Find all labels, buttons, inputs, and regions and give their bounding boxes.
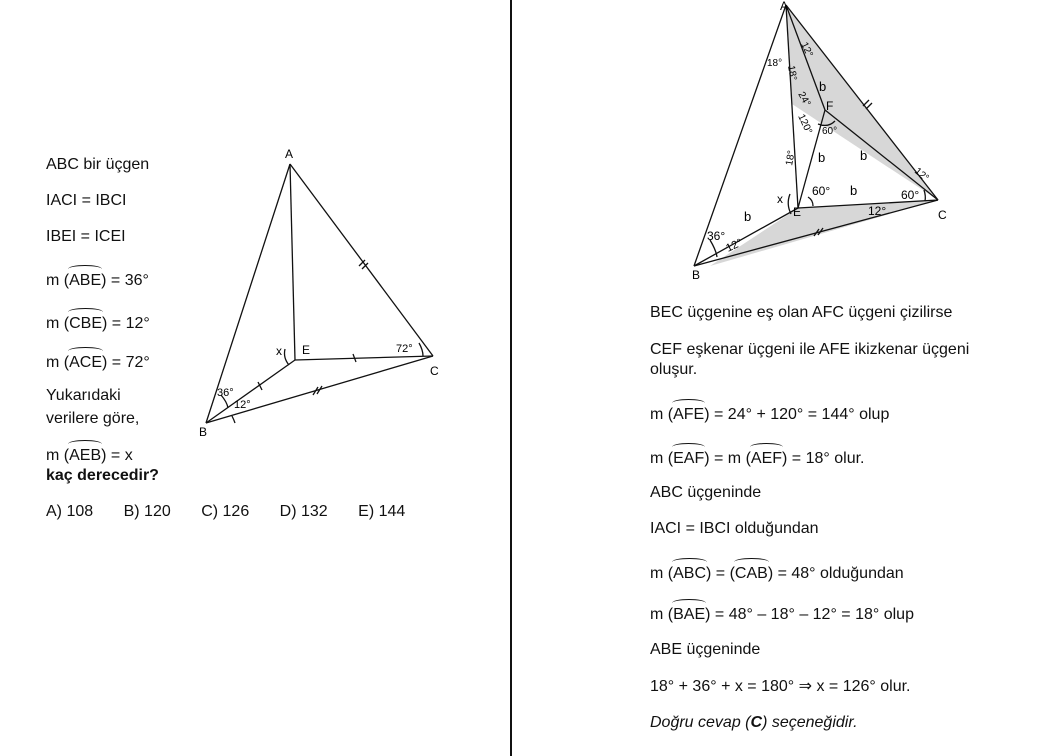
angle-arc: AFE	[673, 402, 704, 425]
angle-prefix: m (	[46, 447, 70, 464]
segment-ae	[290, 164, 295, 360]
tick-ac-1	[863, 100, 869, 106]
solution-abc	[650, 561, 904, 584]
segment-label-b-cf: b	[860, 148, 868, 163]
segment-label-b-be: b	[744, 209, 752, 224]
solution-line-2b: oluşur.	[650, 361, 698, 378]
given-ac-bc: IACI = IBCI	[46, 192, 127, 209]
angle-prefix: m (	[650, 406, 674, 423]
segment-label-b-ef: b	[818, 150, 826, 165]
vertex-b-label: B	[199, 425, 208, 439]
angle-prefix: m (	[650, 565, 674, 582]
tick-ac-2	[866, 103, 872, 109]
angle-arc: CBE	[69, 311, 102, 334]
given-angle-cbe	[46, 311, 150, 334]
angle-value: ) = 48° – 18° – 12° = 18° olup	[705, 606, 914, 623]
option-a[interactable]: A) 108	[46, 503, 94, 520]
page-divider	[510, 0, 512, 756]
angle-label-12-a: 12°	[798, 40, 815, 59]
angle-prefix: m (	[650, 450, 674, 467]
angle-prefix: m (	[650, 606, 674, 623]
vertex-f-label: F	[826, 99, 834, 113]
angle-value: ) = 12°	[102, 315, 150, 332]
solution-afe	[650, 402, 889, 425]
angle-arc: ABE	[69, 268, 101, 291]
solution-abc-intro: ABC üçgeninde	[650, 484, 762, 501]
angle-label-24: 24°	[795, 90, 813, 109]
angle-value: ) = x	[101, 447, 133, 464]
side-ac	[290, 164, 433, 356]
answer-prefix: Doğru cevap (	[650, 714, 751, 731]
angle-x-label: x	[276, 344, 282, 358]
angle-arc: ACE	[69, 350, 102, 373]
segment-label-b-ce: b	[850, 183, 858, 198]
angle-value: ) = 36°	[101, 272, 149, 289]
angle-label-60-f: 60°	[822, 126, 838, 137]
angle-label-18-ef: 18°	[784, 149, 798, 167]
angle-12-label: 12°	[234, 399, 251, 411]
segment-label-b-af: b	[819, 79, 827, 94]
angle-prefix: m (	[46, 354, 70, 371]
vertex-e-label: E	[302, 343, 311, 357]
answer-letter: C	[750, 714, 763, 731]
solution-line-1: BEC üçgenine eş olan AFC üçgeni çizilirse	[650, 304, 953, 321]
given-angle-ace	[46, 350, 150, 373]
angle-arc: EAF	[673, 446, 704, 469]
solution-line-2a: CEF eşkenar üçgeni ile AFE ikizkenar üçgeni	[650, 341, 970, 358]
vertex-c-label: C	[430, 364, 439, 378]
given-angle-abe	[46, 268, 149, 291]
solution-bae	[650, 602, 914, 625]
given-be-ce: IBEI = ICEI	[46, 228, 126, 245]
angle-arc: ABC	[673, 561, 706, 584]
vertex-e-label: E	[793, 205, 802, 219]
option-d[interactable]: D) 132	[279, 503, 328, 520]
angle-arc-c	[924, 190, 925, 201]
option-b[interactable]: B) 120	[123, 503, 171, 520]
answer-options	[46, 502, 431, 522]
angle-value: ) = 24° + 120° = 144° olup	[704, 406, 890, 423]
question-figure	[190, 140, 460, 450]
unknown-angle-aeb	[46, 443, 133, 466]
angle-prefix: m (	[46, 272, 70, 289]
angle-arc-e	[788, 194, 791, 214]
angle-value: ) = 48° olduğundan	[767, 565, 904, 582]
angle-value: ) = 18° olur.	[782, 450, 865, 467]
angle-arc-b-bottom	[232, 416, 235, 423]
intro-text: ABC bir üçgen	[46, 156, 150, 173]
solution-eaf	[650, 446, 864, 469]
angle-label-12-c-top: 12°	[912, 165, 931, 185]
angle-label-18-inner: 18°	[785, 64, 799, 82]
option-c[interactable]: C) 126	[201, 503, 250, 520]
side-ab	[206, 164, 290, 423]
angle-mid: ) = m (	[704, 450, 751, 467]
angle-label-60-e: 60°	[812, 184, 831, 198]
angle-arc-2: AEF	[751, 446, 782, 469]
segment-ce	[295, 356, 433, 360]
angle-36-label: 36°	[217, 387, 234, 399]
segment-cf	[825, 110, 938, 200]
angle-label-12-b: 12°	[724, 236, 745, 255]
angle-label-60-c: 60°	[901, 188, 920, 202]
option-e[interactable]: E) 144	[358, 503, 406, 520]
solution-final: 18° + 36° + x = 180° ⇒ x = 126° olur.	[650, 678, 911, 695]
angle-value: ) = 72°	[102, 354, 150, 371]
angle-label-120: 120°	[795, 112, 814, 137]
vertex-b-label: B	[692, 268, 701, 282]
angle-arc: AEB	[69, 443, 101, 466]
question-ask: kaç derecedir?	[46, 467, 159, 484]
prompt-line-1: Yukarıdaki	[46, 387, 121, 404]
angle-arc-e-right	[808, 197, 813, 206]
vertex-c-label: C	[938, 208, 947, 222]
angle-mid: ) = (	[706, 565, 735, 582]
angle-label-12-c: 12°	[868, 204, 887, 218]
angle-72-label: 72°	[396, 343, 413, 355]
solution-abe-intro: ABE üçgeninde	[650, 641, 761, 658]
solution-ac-bc: IACI = IBCI olduğundan	[650, 520, 819, 537]
angle-arc: BAE	[673, 602, 705, 625]
angle-prefix: m (	[46, 315, 70, 332]
angle-arc-2: CAB	[735, 561, 768, 584]
prompt-line-2: verilere göre,	[46, 410, 140, 427]
answer-suffix: ) seçeneğidir.	[762, 714, 858, 731]
vertex-a-label: A	[285, 147, 294, 161]
solution-answer	[650, 713, 858, 733]
angle-label-18-outer: 18°	[767, 58, 783, 69]
angle-arc-e	[285, 349, 290, 365]
angle-x-label: x	[777, 192, 783, 206]
angle-arc-c	[419, 343, 423, 356]
solution-figure	[680, 0, 970, 285]
vertex-a-label: A	[780, 0, 789, 13]
angle-label-36: 36°	[707, 229, 726, 243]
